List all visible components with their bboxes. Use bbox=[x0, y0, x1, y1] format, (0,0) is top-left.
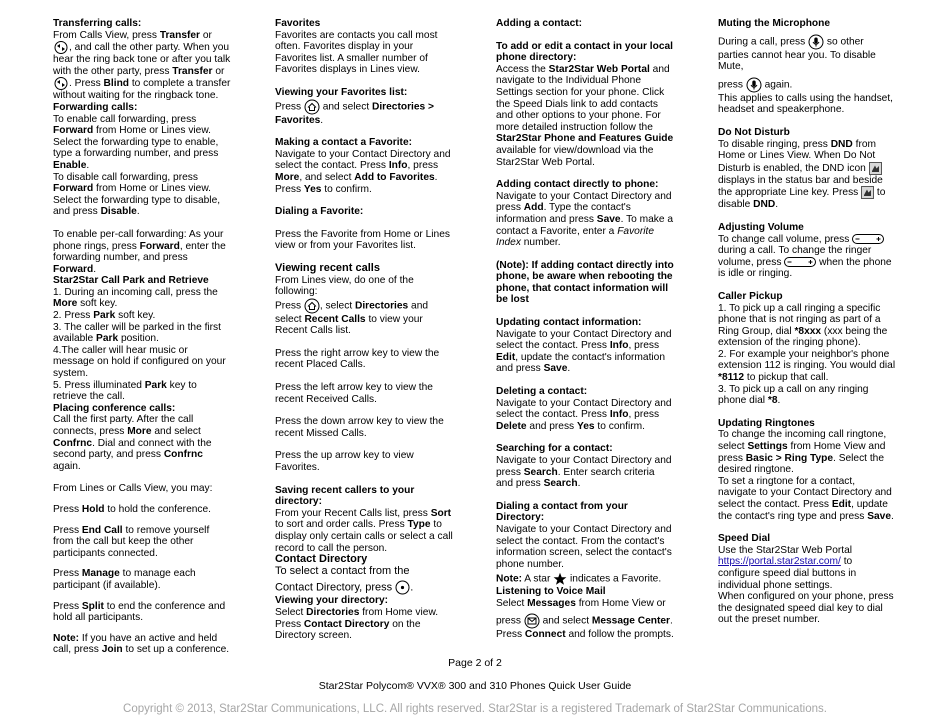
text: Settings bbox=[747, 441, 788, 453]
dial-favorite-text: Press the Favorite from Home or Lines view or from your Favorites list. bbox=[275, 228, 450, 252]
text: when the phone is idle or ringing. bbox=[718, 256, 892, 280]
recent-calls-text bbox=[275, 298, 453, 337]
section-search-contact bbox=[496, 443, 674, 489]
text: Park bbox=[144, 379, 167, 391]
text: To change the incoming call ringtone, select bbox=[718, 429, 887, 453]
text: , enter the forwarding number, and press bbox=[53, 240, 226, 264]
text: Forward bbox=[53, 183, 94, 195]
speed-dial-text-1: Use the Star2Star Web Portal bbox=[718, 544, 853, 556]
text: To enable per-call forwarding: As your phone rings, press bbox=[53, 228, 224, 252]
text: To enable call forwarding, press bbox=[53, 113, 197, 125]
text: 3. To pick up a call on any ringing phone dial bbox=[718, 383, 869, 407]
favorites-text: Favorites are contacts you call most often. Favorites display in your Favorites list. A smaller number of Favorites displays in Lines view. bbox=[275, 29, 438, 76]
per-call-forwarding bbox=[53, 229, 231, 275]
text: Press bbox=[275, 300, 304, 312]
text: , press bbox=[628, 340, 660, 352]
text: on the Directory screen. bbox=[275, 618, 421, 642]
text: , update the contact's ring type and press bbox=[718, 499, 888, 522]
text: Sort bbox=[430, 507, 452, 519]
text: Edit bbox=[496, 351, 516, 363]
transfer-text bbox=[53, 30, 231, 102]
text: Contact Directory bbox=[303, 618, 390, 630]
voice-mail-text-3 bbox=[496, 629, 674, 641]
text: and select bbox=[539, 615, 592, 627]
heading-save-callers: Saving recent callers to your directory: bbox=[275, 484, 415, 508]
text: and select bbox=[319, 101, 372, 113]
text: Save bbox=[543, 363, 568, 375]
text: Press bbox=[53, 503, 82, 515]
text: from Home View and press bbox=[718, 441, 886, 464]
guide-title: Star2Star Polycom® VVX® 300 and 310 Phones Quick User Guide bbox=[318, 680, 632, 692]
text: , update the contact's information and press bbox=[496, 351, 666, 375]
text: More bbox=[275, 171, 300, 183]
text: Press bbox=[496, 628, 525, 640]
text: . bbox=[577, 478, 581, 490]
text: , press bbox=[407, 160, 439, 172]
text: Enable bbox=[53, 159, 87, 171]
text: Manage bbox=[81, 568, 120, 580]
text: to view your Recent Calls list. bbox=[275, 313, 423, 337]
heading-conference: Placing conference calls: bbox=[53, 402, 176, 414]
text: Info bbox=[609, 340, 629, 352]
text: Directories > Favorites bbox=[275, 101, 434, 126]
text: Yes bbox=[576, 420, 595, 432]
text: 2. Press bbox=[53, 310, 94, 322]
text: , press bbox=[628, 409, 660, 421]
text: . Select the desired ringtone. bbox=[718, 452, 884, 476]
text: from Home or Lines view. Select the forwarding type to disable, and press bbox=[53, 183, 221, 218]
text: and navigate to the Individual Phone Settings section for your phone. Click the Speed Dials link to add contacts and other options to your phone. For more detailed instruction follow the bbox=[496, 63, 670, 133]
text: Note: bbox=[496, 574, 523, 586]
search-contact-text bbox=[496, 455, 674, 490]
end-call-text bbox=[53, 525, 231, 560]
voice-mail-text-2 bbox=[496, 613, 674, 629]
section-transferring-calls bbox=[53, 18, 231, 102]
section-dnd bbox=[718, 127, 896, 211]
text: Park bbox=[93, 310, 116, 322]
text: If you have an active and held call, press bbox=[53, 632, 218, 656]
portal-link[interactable]: https://portal.star2star.com/ bbox=[718, 556, 841, 568]
text: Join bbox=[101, 644, 123, 656]
text: to complete a transfer without waiting for the ringback tone. bbox=[53, 78, 231, 102]
text: Navigate to your Contact Directory and select the contact. Press bbox=[496, 397, 672, 421]
text: 5. Press illuminated bbox=[53, 379, 145, 391]
view-favorites-text bbox=[275, 99, 453, 127]
forward-disable-text bbox=[53, 172, 231, 218]
ringtone-text-1 bbox=[718, 429, 896, 475]
text: and press bbox=[526, 420, 577, 432]
section-dial-favorite bbox=[275, 206, 453, 252]
text: to pickup that call. bbox=[744, 372, 829, 384]
pickup-step-2 bbox=[718, 349, 896, 384]
copyright: Copyright © 2013, Star2Star Communications, LLC. All rights reserved. Star2Star is a registered Trademark of Star2Star Communications. bbox=[123, 703, 827, 715]
column-2 bbox=[275, 18, 453, 653]
text: Confrnc bbox=[163, 449, 203, 461]
text: From Calls View, press bbox=[53, 29, 160, 41]
section-edit-contact bbox=[496, 41, 674, 169]
may-text: From Lines or Calls View, you may: bbox=[53, 483, 213, 495]
dial-contact-text: Navigate to your Contact Directory and select the contact. From the contact's information screen, select the contact's phone number. bbox=[496, 523, 672, 570]
text: *8112 bbox=[718, 372, 745, 384]
heading-delete-contact: Deleting a contact: bbox=[496, 386, 588, 398]
text: (xxx being the extension of the ringing phone). bbox=[718, 325, 888, 349]
heading-contact-directory: Contact Directory bbox=[275, 553, 368, 566]
text: to confirm. bbox=[321, 183, 372, 195]
reboot-warning: (Note): If adding contact directly into phone, be aware when rebooting the phone, that contact information will be lost bbox=[496, 259, 674, 306]
text: Navigate to your Contact Directory and select the contact. Press bbox=[496, 328, 672, 352]
section-voice-mail bbox=[496, 586, 674, 640]
heading-view-directory: Viewing your directory: bbox=[275, 595, 389, 607]
text: to manage each participant (if available). bbox=[53, 568, 196, 591]
text: . bbox=[567, 363, 571, 375]
select-key-icon bbox=[395, 580, 410, 595]
mute-icon bbox=[808, 34, 824, 50]
mute-icon bbox=[746, 77, 762, 93]
join-note bbox=[53, 633, 231, 656]
text: Select bbox=[275, 606, 307, 618]
text: from Home View or bbox=[575, 597, 666, 609]
heading-mute: Muting the Microphone bbox=[718, 18, 831, 29]
text: key to retrieve the call. bbox=[53, 379, 197, 403]
text: More bbox=[53, 298, 78, 310]
forward-enable-text bbox=[53, 114, 231, 172]
mute-text-1 bbox=[718, 34, 896, 73]
text: during a call. To change the ringer volume, press bbox=[718, 245, 872, 268]
text: Contact Directory, press bbox=[275, 581, 396, 594]
text: from Home or Lines View. When Do Not Disturb is enabled, the DND icon bbox=[718, 138, 876, 174]
section-favorites bbox=[275, 18, 453, 76]
recent-calls-intro: From Lines view, do one of the following: bbox=[275, 274, 414, 298]
dnd-icon bbox=[861, 186, 874, 199]
text: Press bbox=[53, 600, 82, 612]
messages-icon bbox=[524, 613, 540, 629]
text: Basic > Ring Type bbox=[745, 452, 834, 464]
section-view-directory bbox=[275, 595, 453, 641]
text: Forward bbox=[53, 263, 94, 275]
text: Forward bbox=[53, 125, 94, 137]
heading-dial-favorite: Dialing a Favorite: bbox=[275, 206, 364, 218]
text: . bbox=[410, 581, 414, 594]
text: number. bbox=[520, 237, 561, 249]
heading-ringtones: Updating Ringtones bbox=[718, 417, 815, 429]
text: Directories bbox=[306, 606, 360, 618]
section-dial-contact bbox=[496, 501, 674, 587]
section-contact-directory bbox=[275, 554, 453, 595]
text: , select bbox=[319, 300, 355, 312]
text: . bbox=[775, 199, 779, 211]
text: . bbox=[670, 615, 673, 627]
heading-recent-calls: Viewing recent calls bbox=[275, 261, 380, 274]
heading-make-favorite: Making a contact a Favorite: bbox=[275, 137, 412, 149]
text: More bbox=[127, 426, 152, 437]
voice-mail-text-1 bbox=[496, 598, 674, 610]
transfer-icon bbox=[53, 41, 69, 54]
text: to sort and order calls. Press bbox=[275, 519, 408, 531]
heading-adding-contact: Adding a contact: bbox=[496, 18, 583, 29]
text: Split bbox=[81, 600, 104, 612]
text: or bbox=[212, 65, 225, 77]
text: To change call volume, press bbox=[718, 233, 853, 245]
mute-text-2 bbox=[718, 77, 896, 93]
right-arrow-text: Press the right arrow key to view the recent Placed Calls. bbox=[275, 347, 440, 371]
dnd-icon bbox=[869, 162, 882, 175]
text: Add bbox=[523, 202, 544, 214]
section-ringtones bbox=[718, 418, 896, 522]
page-number: Page 2 of 2 bbox=[448, 657, 502, 669]
text: Save bbox=[596, 213, 621, 225]
text: During a call, press bbox=[718, 36, 809, 48]
text: and select bbox=[151, 426, 201, 437]
text: Add to Favorites bbox=[354, 171, 435, 183]
left-arrow-text: Press the left arrow key to view the recent Received Calls. bbox=[275, 382, 433, 405]
volume-icon bbox=[784, 257, 816, 267]
text: so other parties cannot hear you. To disable Mute, bbox=[718, 36, 876, 73]
text: Messages bbox=[527, 597, 576, 609]
text: *8 bbox=[767, 395, 778, 407]
park-step-1 bbox=[53, 287, 231, 310]
delete-contact-text bbox=[496, 398, 674, 433]
text: to set up a conference. bbox=[122, 644, 230, 656]
text: soft key. bbox=[115, 310, 156, 322]
park-step-2 bbox=[53, 310, 231, 322]
text: . bbox=[777, 395, 781, 407]
volume-text bbox=[718, 234, 896, 280]
column-1 bbox=[53, 18, 231, 667]
update-contact-text bbox=[496, 329, 674, 375]
column-4 bbox=[718, 18, 896, 637]
text: To disable call forwarding, press bbox=[53, 171, 198, 183]
heading-call-park: Star2Star Call Park and Retrieve bbox=[53, 275, 209, 287]
text: Press bbox=[275, 101, 304, 113]
text: 3. The caller will be parked in the first available bbox=[53, 321, 221, 345]
section-volume bbox=[718, 222, 896, 280]
transfer-icon bbox=[53, 77, 69, 90]
text: soft key. bbox=[77, 298, 118, 310]
text: to confirm. bbox=[594, 420, 645, 432]
text: again. bbox=[761, 79, 793, 91]
text: . Enter search criteria and press bbox=[496, 466, 655, 490]
text: from Home or Lines view. Select the forwarding type to enable, type a forwarding number, and press bbox=[53, 125, 219, 160]
park-step-4: 4.The caller will hear music or message on hold if configured on your system. bbox=[53, 344, 226, 380]
text: to hold the conference. bbox=[104, 503, 211, 515]
ringtone-text-2 bbox=[718, 476, 896, 522]
text: Type bbox=[407, 519, 431, 531]
text: to disable bbox=[718, 187, 886, 211]
heading-favorites: Favorites bbox=[275, 18, 321, 29]
park-step-3 bbox=[53, 322, 231, 345]
text: again. bbox=[53, 460, 81, 472]
heading-forwarding-calls: Forwarding calls: bbox=[53, 101, 138, 113]
text: A star bbox=[522, 574, 554, 586]
text: Access the bbox=[496, 63, 549, 75]
text: . bbox=[136, 206, 140, 218]
contact-directory-text-2 bbox=[275, 580, 453, 595]
section-recent-calls bbox=[275, 263, 453, 337]
text: and select bbox=[275, 300, 429, 325]
add-direct-text bbox=[496, 191, 674, 249]
text: . bbox=[890, 510, 894, 522]
section-mute bbox=[718, 18, 896, 116]
heading-transferring-calls: Transferring calls: bbox=[53, 18, 142, 29]
home-icon bbox=[304, 99, 320, 115]
text: End Call bbox=[81, 524, 123, 536]
text: to remove yourself from the call but keep the other participants connected. bbox=[53, 524, 210, 559]
pickup-step-3 bbox=[718, 384, 896, 407]
heading-search-contact: Searching for a contact: bbox=[496, 443, 613, 455]
text: . Type the contact's information and press bbox=[496, 202, 631, 225]
split-text bbox=[53, 601, 231, 624]
text: . Press bbox=[69, 78, 104, 90]
make-favorite-text bbox=[275, 149, 453, 195]
text: Star2Star Web Portal bbox=[548, 63, 650, 75]
text: to configure speed dial buttons in individual phone settings. bbox=[718, 556, 857, 591]
speed-dial-text-3: When configured on your phone, press the designated speed dial key to dial out the preset number. bbox=[718, 591, 894, 626]
section-call-park bbox=[53, 275, 231, 403]
conference-text bbox=[53, 414, 231, 472]
park-step-5 bbox=[53, 380, 231, 403]
text: Search bbox=[543, 478, 578, 490]
text: Press bbox=[53, 568, 82, 580]
heading-caller-pickup: Caller Pickup bbox=[718, 290, 783, 302]
star-note bbox=[496, 572, 674, 586]
text: press bbox=[718, 79, 746, 91]
text: Navigate to your Contact Directory and press bbox=[496, 455, 672, 478]
text: Transfer bbox=[159, 29, 201, 41]
text: 1. To pick up a call ringing a specific phone that is not ringing as part of a Ring Group, dial bbox=[718, 302, 881, 337]
text: indicates a Favorite. bbox=[567, 574, 662, 586]
text: . bbox=[86, 159, 90, 171]
text: Forward bbox=[139, 240, 180, 252]
section-add-direct bbox=[496, 179, 674, 249]
section-caller-pickup bbox=[718, 291, 896, 407]
view-directory-text bbox=[275, 607, 453, 642]
text: from Home view. Press bbox=[275, 606, 439, 630]
text: . To make a contact a Favorite, enter a bbox=[496, 213, 674, 237]
text: . bbox=[320, 114, 324, 126]
text: From your Recent Calls list, press bbox=[275, 507, 431, 519]
text: Favorite Index bbox=[496, 225, 654, 249]
text: Recent Calls bbox=[304, 313, 366, 325]
text: DND bbox=[830, 138, 853, 150]
heading-volume: Adjusting Volume bbox=[718, 221, 804, 233]
text: Search bbox=[523, 466, 558, 478]
manage-text bbox=[53, 568, 231, 591]
text: Save bbox=[867, 510, 891, 522]
section-make-favorite bbox=[275, 137, 453, 195]
heading-edit-contact: To add or edit a contact in your local phone directory: bbox=[496, 40, 673, 64]
text: press bbox=[496, 615, 524, 627]
home-icon bbox=[304, 298, 320, 314]
text: Delete bbox=[496, 420, 527, 432]
text: 1. During an incoming call, press the bbox=[53, 286, 218, 298]
up-arrow-text: Press the up arrow key to view Favorites. bbox=[275, 450, 414, 474]
save-callers-text bbox=[275, 508, 453, 554]
text: To disable ringing, press bbox=[718, 138, 831, 150]
text: Yes bbox=[303, 183, 322, 195]
text: Navigate to your Contact Directory and select the contact. Press bbox=[275, 148, 451, 172]
section-delete-contact bbox=[496, 386, 674, 432]
section-conference bbox=[53, 403, 231, 473]
text: Park bbox=[96, 333, 119, 345]
text: displays in the status bar and beside the appropriate Line key. Press bbox=[718, 174, 883, 199]
section-update-contact bbox=[496, 317, 674, 375]
text: Star2Star Phone and Features Guide bbox=[496, 133, 674, 145]
text: Select bbox=[496, 597, 528, 609]
text: Hold bbox=[81, 503, 105, 515]
text: Navigate to your Contact Directory and press bbox=[496, 190, 672, 214]
text: to end the conference and hold all participants. bbox=[53, 600, 226, 624]
text: 2. For example your neighbor's phone extension 112 is ringing. You would dial bbox=[718, 348, 896, 372]
heading-view-favorites: Viewing your Favorites list: bbox=[275, 86, 408, 98]
text: Call the first party. After the call connects, press bbox=[53, 414, 194, 437]
section-forwarding-calls bbox=[53, 102, 231, 218]
text: To set a ringtone for a contact, navigate to your Contact Directory and select the contact. Press bbox=[718, 475, 892, 510]
section-speed-dial bbox=[718, 533, 896, 626]
text: Directories bbox=[354, 300, 409, 312]
pickup-step-1 bbox=[718, 303, 896, 349]
text: Transfer bbox=[172, 65, 213, 77]
down-arrow-text: Press the down arrow key to view the recent Missed Calls. bbox=[275, 416, 444, 439]
text: Info bbox=[388, 160, 408, 172]
text: Disable bbox=[100, 206, 137, 218]
heading-update-contact: Updating contact information: bbox=[496, 317, 642, 329]
heading-voice-mail: Listening to Voice Mail bbox=[496, 586, 606, 598]
text: Blind bbox=[103, 78, 130, 90]
mute-text-3: This applies to calls using the handset, headset and speakerphone. bbox=[718, 92, 893, 116]
text: . Dial and connect with the second party, and press bbox=[53, 437, 212, 461]
heading-speed-dial: Speed Dial bbox=[718, 533, 771, 545]
text: Message Center bbox=[591, 615, 670, 627]
text: *8xxx bbox=[794, 325, 822, 337]
text: Note: bbox=[53, 632, 80, 644]
text: Edit bbox=[831, 499, 852, 510]
star-icon bbox=[553, 572, 567, 586]
text: to display only certain calls or select a call record to call the person. bbox=[275, 519, 453, 554]
heading-dnd: Do Not Disturb bbox=[718, 126, 790, 138]
hold-text bbox=[53, 504, 231, 516]
text: DND bbox=[753, 199, 776, 211]
contact-directory-text-1: To select a contact from the bbox=[275, 564, 410, 577]
text: Press bbox=[53, 524, 82, 536]
text: and follow the prompts. bbox=[565, 628, 674, 640]
column-3 bbox=[496, 18, 674, 651]
text: available for view/download via the Star2Star Web Portal. bbox=[496, 144, 654, 168]
edit-contact-text bbox=[496, 64, 674, 168]
dnd-text bbox=[718, 139, 896, 211]
section-view-favorites bbox=[275, 87, 453, 126]
volume-icon bbox=[852, 234, 884, 244]
heading-dial-contact: Dialing a contact from your Directory: bbox=[496, 500, 628, 524]
text: , and select bbox=[299, 171, 355, 183]
text: Confrnc bbox=[53, 437, 93, 449]
text: Connect bbox=[524, 628, 566, 640]
text: Info bbox=[609, 409, 629, 421]
text: position. bbox=[118, 333, 159, 345]
text: . Press bbox=[275, 171, 438, 195]
text: or bbox=[200, 29, 212, 41]
speed-dial-text-2 bbox=[718, 556, 896, 591]
text: , and call the other party. When you hear the ring back tone or after you talk with the other party, press bbox=[53, 42, 231, 77]
heading-add-direct: Adding contact directly to phone: bbox=[496, 179, 659, 191]
section-save-callers bbox=[275, 485, 453, 555]
text: . bbox=[93, 263, 97, 275]
